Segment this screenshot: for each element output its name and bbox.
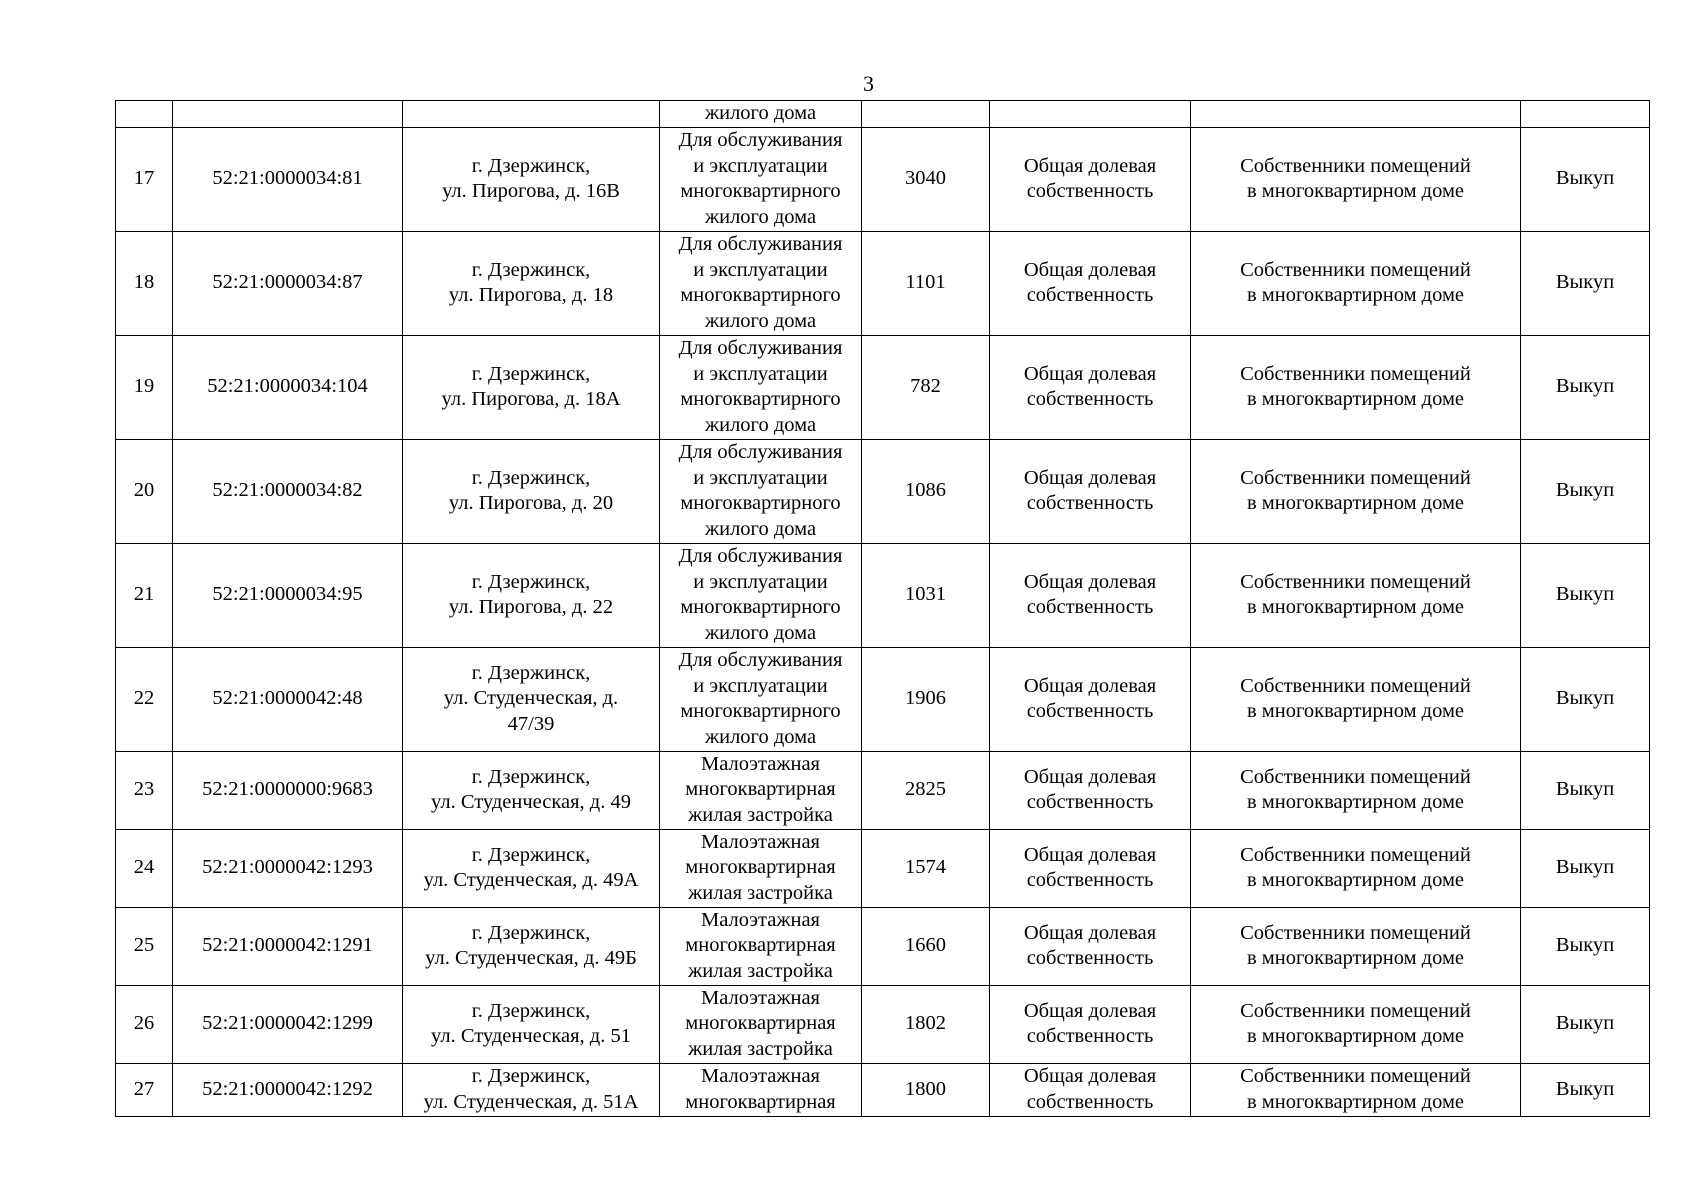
cell-right — [990, 985, 1191, 1063]
cell-action-text: Выкуп — [1555, 934, 1615, 957]
cell-purpose — [660, 985, 862, 1063]
cell-action — [1521, 751, 1650, 829]
cell-area — [862, 439, 990, 543]
cell-purpose-text: Для обслуживания и эксплуатации многоквартирного жилого дома — [678, 649, 843, 748]
cell-cadastral — [173, 829, 403, 907]
cell-right-text: Общая долевая собственность — [1023, 843, 1157, 891]
cell-address — [403, 439, 660, 543]
cell-holder-text: Собственники помещений в многоквартирном доме — [1240, 999, 1471, 1047]
cell-cadastral — [173, 751, 403, 829]
cell-address-text: г. Дзержинск, ул. Студенческая, д. 47/39 — [443, 661, 619, 735]
cell-holder — [1191, 1063, 1521, 1116]
cell-cadastral — [173, 985, 403, 1063]
cell-action-text: Выкуп — [1555, 479, 1615, 502]
table-row — [116, 829, 1650, 907]
table-row — [116, 543, 1650, 647]
cell-area-text: 1802 — [905, 1012, 946, 1035]
cell-holder-text: Собственники помещений в многоквартирном доме — [1240, 765, 1471, 813]
cell-holder — [1191, 101, 1521, 128]
cell-address-text: г. Дзержинск, ул. Студенческая, д. 49Б — [425, 921, 637, 969]
cell-num-text: 18 — [133, 271, 155, 294]
table-row — [116, 985, 1650, 1063]
cell-num — [116, 335, 173, 439]
cell-area — [862, 231, 990, 335]
cell-purpose — [660, 439, 862, 543]
cell-action — [1521, 1063, 1650, 1116]
cell-purpose — [660, 101, 862, 128]
cell-address-text: г. Дзержинск, ул. Пирогова, д. 16В — [442, 154, 620, 202]
cell-cadastral-text: 52:21:0000042:1291 — [202, 934, 373, 957]
cell-purpose — [660, 231, 862, 335]
cell-area-text: 1660 — [905, 934, 946, 957]
cell-right — [990, 101, 1191, 128]
cell-area — [862, 907, 990, 985]
cell-area-text: 2825 — [905, 778, 946, 801]
cell-holder — [1191, 907, 1521, 985]
cell-area — [862, 829, 990, 907]
cell-address-text: г. Дзержинск, ул. Студенческая, д. 49 — [430, 765, 631, 813]
cell-num — [116, 647, 173, 751]
cell-num — [116, 985, 173, 1063]
cell-action — [1521, 907, 1650, 985]
cell-num — [116, 907, 173, 985]
cell-holder-text: Собственники помещений в многоквартирном доме — [1240, 921, 1471, 969]
cell-address — [403, 647, 660, 751]
cell-cadastral — [173, 907, 403, 985]
land-plots-table — [115, 100, 1650, 1117]
cell-holder — [1191, 127, 1521, 231]
cell-address-text: г. Дзержинск, ул. Пирогова, д. 20 — [448, 466, 614, 514]
cell-area-text: 1574 — [905, 856, 946, 879]
cell-area — [862, 751, 990, 829]
cell-area-text: 1101 — [905, 271, 946, 294]
cell-cadastral — [173, 335, 403, 439]
cell-purpose — [660, 127, 862, 231]
cell-action-text: Выкуп — [1555, 375, 1615, 398]
cell-cadastral-text: 52:21:0000042:1293 — [202, 856, 373, 879]
table-body — [116, 101, 1650, 1117]
cell-num — [116, 231, 173, 335]
cell-address-text: г. Дзержинск, ул. Студенческая, д. 49А — [423, 843, 639, 891]
cell-right-text: Общая долевая собственность — [1023, 154, 1157, 202]
cell-area-text: 1800 — [905, 1077, 946, 1100]
cell-holder — [1191, 829, 1521, 907]
cell-address-text: г. Дзержинск, ул. Студенческая, д. 51А — [423, 1065, 639, 1113]
cell-purpose — [660, 1063, 862, 1116]
cell-holder-text: Собственники помещений в многоквартирном доме — [1240, 362, 1471, 410]
cell-num — [116, 1063, 173, 1116]
cell-action — [1521, 829, 1650, 907]
table-row — [116, 647, 1650, 751]
cell-cadastral — [173, 543, 403, 647]
cell-purpose — [660, 829, 862, 907]
cell-right-text: Общая долевая собственность — [1023, 765, 1157, 813]
cell-address-text: г. Дзержинск, ул. Студенческая, д. 51 — [430, 999, 631, 1047]
cell-area — [862, 101, 990, 128]
cell-right-text: Общая долевая собственность — [1023, 921, 1157, 969]
cell-right-text: Общая долевая собственность — [1023, 362, 1157, 410]
cell-address — [403, 101, 660, 128]
cell-cadastral-text: 52:21:0000034:87 — [212, 271, 363, 294]
cell-holder-text: Собственники помещений в многоквартирном доме — [1240, 258, 1471, 306]
table-row — [116, 231, 1650, 335]
cell-cadastral-text: 52:21:0000042:48 — [212, 687, 363, 710]
cell-holder-text: Собственники помещений в многоквартирном доме — [1240, 843, 1471, 891]
cell-address — [403, 985, 660, 1063]
cell-purpose-text: Для обслуживания и эксплуатации многоквартирного жилого дома — [678, 441, 843, 540]
cell-num — [116, 751, 173, 829]
cell-num-text: 21 — [133, 583, 155, 606]
cell-action — [1521, 985, 1650, 1063]
cell-holder-text: Собственники помещений в многоквартирном доме — [1240, 1065, 1471, 1113]
cell-num — [116, 829, 173, 907]
cell-right-text: Общая долевая собственность — [1023, 1065, 1157, 1113]
cell-num-text: 17 — [133, 167, 155, 190]
cell-action-text: Выкуп — [1555, 778, 1615, 801]
cell-action — [1521, 439, 1650, 543]
cell-holder — [1191, 335, 1521, 439]
cell-address — [403, 751, 660, 829]
cell-address — [403, 1063, 660, 1116]
cell-area — [862, 127, 990, 231]
cell-holder — [1191, 985, 1521, 1063]
cell-right — [990, 829, 1191, 907]
cell-area — [862, 543, 990, 647]
cell-cadastral — [173, 101, 403, 128]
cell-right-text: Общая долевая собственность — [1023, 258, 1157, 306]
cell-action-text: Выкуп — [1555, 167, 1615, 190]
table-row — [116, 1063, 1650, 1116]
cell-cadastral-text: 52:21:0000034:81 — [212, 167, 363, 190]
cell-holder-text: Собственники помещений в многоквартирном доме — [1240, 570, 1471, 618]
cell-num — [116, 439, 173, 543]
cell-holder — [1191, 751, 1521, 829]
cell-holder-text: Собственники помещений в многоквартирном доме — [1240, 154, 1471, 202]
cell-cadastral — [173, 127, 403, 231]
cell-holder — [1191, 647, 1521, 751]
cell-address — [403, 231, 660, 335]
cell-purpose-text: Для обслуживания и эксплуатации многоквартирного жилого дома — [678, 129, 843, 228]
cell-purpose-text: Для обслуживания и эксплуатации многоквартирного жилого дома — [678, 337, 843, 436]
cell-area-text: 1906 — [905, 687, 946, 710]
table-row — [116, 439, 1650, 543]
cell-num-text: 24 — [133, 856, 155, 879]
cell-purpose — [660, 647, 862, 751]
cell-action — [1521, 647, 1650, 751]
cell-area-text: 3040 — [905, 167, 946, 190]
cell-address-text: г. Дзержинск, ул. Пирогова, д. 22 — [448, 570, 614, 618]
cell-right — [990, 439, 1191, 543]
cell-purpose-text: Для обслуживания и эксплуатации многоквартирного жилого дома — [678, 233, 843, 332]
cell-right — [990, 231, 1191, 335]
cell-purpose-text: Малоэтажная многоквартирная жилая застройка — [685, 752, 836, 826]
cell-num — [116, 101, 173, 128]
cell-address — [403, 829, 660, 907]
cell-area — [862, 335, 990, 439]
table-row — [116, 127, 1650, 231]
cell-action-text: Выкуп — [1555, 271, 1615, 294]
cell-address — [403, 543, 660, 647]
cell-cadastral-text: 52:21:0000042:1292 — [202, 1077, 373, 1100]
cell-address-text: г. Дзержинск, ул. Пирогова, д. 18 — [448, 258, 614, 306]
cell-holder — [1191, 231, 1521, 335]
cell-area-text: 782 — [910, 375, 941, 398]
cell-right-text: Общая долевая собственность — [1023, 466, 1157, 514]
cell-num — [116, 543, 173, 647]
cell-purpose — [660, 751, 862, 829]
cell-num — [116, 127, 173, 231]
cell-holder — [1191, 543, 1521, 647]
cell-num-text: 27 — [133, 1077, 155, 1100]
cell-action-text: Выкуп — [1555, 1012, 1615, 1035]
cell-num-text: 22 — [133, 687, 155, 710]
cell-action-text: Выкуп — [1555, 583, 1615, 606]
page-number: 3 — [863, 71, 874, 96]
cell-right-text: Общая долевая собственность — [1023, 570, 1157, 618]
cell-num-text: 20 — [133, 479, 155, 502]
cell-purpose-text: Малоэтажная многоквартирная — [685, 1065, 836, 1113]
cell-address — [403, 907, 660, 985]
cell-num-text: 23 — [133, 778, 155, 801]
cell-area — [862, 647, 990, 751]
cell-action-text: Выкуп — [1555, 856, 1615, 879]
cell-right-text: Общая долевая собственность — [1023, 674, 1157, 722]
cell-cadastral-text: 52:21:0000034:104 — [207, 375, 368, 398]
cell-purpose-text: Для обслуживания и эксплуатации многоквартирного жилого дома — [678, 545, 843, 644]
cell-area — [862, 1063, 990, 1116]
cell-cadastral — [173, 647, 403, 751]
cell-address — [403, 127, 660, 231]
table-row — [116, 907, 1650, 985]
cell-purpose-text: Малоэтажная многоквартирная жилая застройка — [685, 908, 836, 982]
cell-right — [990, 647, 1191, 751]
cell-purpose-text: Малоэтажная многоквартирная жилая застройка — [685, 986, 836, 1060]
cell-address — [403, 335, 660, 439]
cell-holder-text: Собственники помещений в многоквартирном доме — [1240, 674, 1471, 722]
cell-cadastral-text: 52:21:0000042:1299 — [202, 1012, 373, 1035]
cell-purpose — [660, 543, 862, 647]
purpose-tail: жилого дома — [704, 102, 817, 124]
cell-area-text: 1031 — [905, 583, 946, 606]
cell-action — [1521, 101, 1650, 128]
cell-holder-text: Собственники помещений в многоквартирном доме — [1240, 466, 1471, 514]
cell-area — [862, 985, 990, 1063]
cell-right — [990, 1063, 1191, 1116]
cell-right-text: Общая долевая собственность — [1023, 999, 1157, 1047]
cell-num-text: 19 — [133, 375, 155, 398]
cell-action — [1521, 543, 1650, 647]
cell-holder — [1191, 439, 1521, 543]
cell-cadastral — [173, 439, 403, 543]
cell-purpose-text: Малоэтажная многоквартирная жилая застройка — [685, 830, 836, 904]
cell-cadastral — [173, 1063, 403, 1116]
cell-purpose — [660, 335, 862, 439]
table-row — [116, 751, 1650, 829]
cell-address-text: г. Дзержинск, ул. Пирогова, д. 18А — [441, 362, 621, 410]
cell-right — [990, 335, 1191, 439]
cell-action — [1521, 127, 1650, 231]
cell-action — [1521, 335, 1650, 439]
cell-right — [990, 127, 1191, 231]
cell-purpose — [660, 907, 862, 985]
cell-right — [990, 907, 1191, 985]
cell-num-text: 25 — [133, 934, 155, 957]
cell-cadastral-text: 52:21:0000034:82 — [212, 479, 363, 502]
table-row — [116, 335, 1650, 439]
cell-action — [1521, 231, 1650, 335]
table-row-continued — [116, 101, 1650, 128]
cell-action-text: Выкуп — [1555, 687, 1615, 710]
cell-action-text: Выкуп — [1555, 1077, 1615, 1100]
cell-area-text: 1086 — [905, 479, 946, 502]
cell-cadastral-text: 52:21:0000000:9683 — [202, 778, 373, 801]
cell-num-text: 26 — [133, 1012, 155, 1035]
cell-cadastral — [173, 231, 403, 335]
cell-right — [990, 751, 1191, 829]
cell-right — [990, 543, 1191, 647]
cell-cadastral-text: 52:21:0000034:95 — [212, 583, 363, 606]
